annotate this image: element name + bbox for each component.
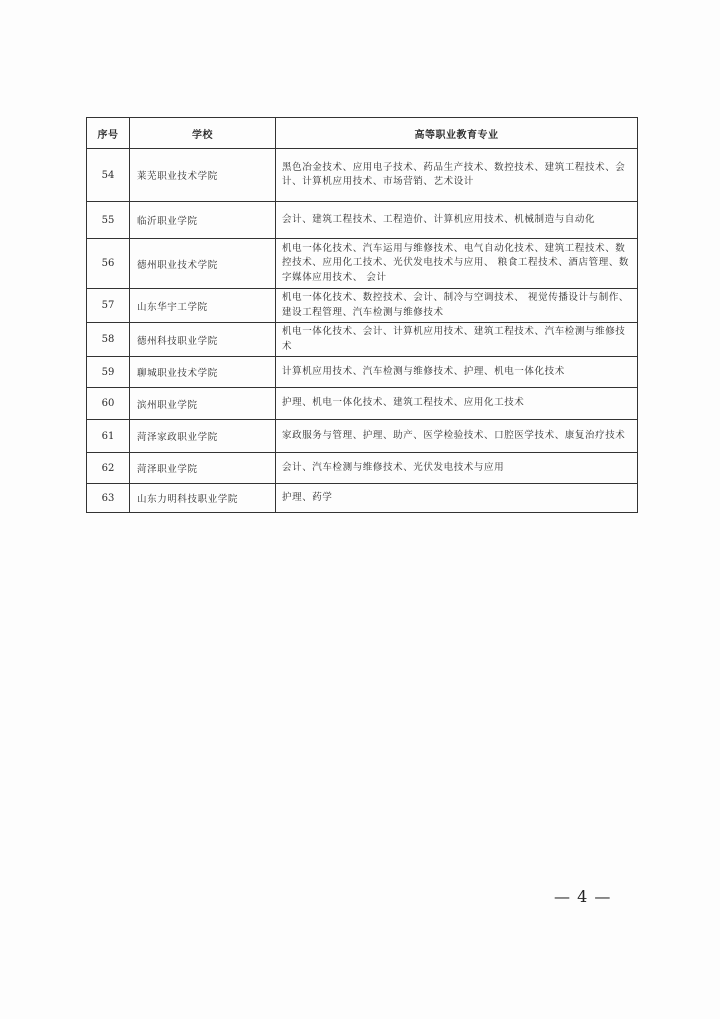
page-number: — 4 — bbox=[554, 887, 612, 906]
row-index: 61 bbox=[87, 420, 130, 453]
header-school: 学校 bbox=[130, 118, 276, 149]
row-school: 聊城职业技术学院 bbox=[130, 357, 276, 388]
row-majors: 护理、药学 bbox=[276, 484, 638, 513]
row-index: 58 bbox=[87, 323, 130, 357]
row-index: 63 bbox=[87, 484, 130, 513]
row-majors: 机电一体化技术、汽车运用与维修技术、电气自动化技术、建筑工程技术、数控技术、应用化工技术、光伏发电技术与应用、 粮食工程技术、酒店管理、数字媒体应用技术、 会计 bbox=[276, 239, 638, 289]
row-index: 56 bbox=[87, 239, 130, 289]
table-row bbox=[87, 388, 638, 420]
row-index: 60 bbox=[87, 388, 130, 420]
row-school: 山东华宇工学院 bbox=[130, 289, 276, 323]
row-index: 59 bbox=[87, 357, 130, 388]
row-majors: 机电一体化技术、会计、计算机应用技术、建筑工程技术、汽车检测与维修技术 bbox=[276, 323, 638, 357]
row-index: 55 bbox=[87, 202, 130, 239]
row-school: 菏泽家政职业学院 bbox=[130, 420, 276, 453]
table-header-row bbox=[87, 118, 638, 149]
row-school: 临沂职业学院 bbox=[130, 202, 276, 239]
row-school: 滨州职业学院 bbox=[130, 388, 276, 420]
table-row bbox=[87, 202, 638, 239]
header-majors: 高等职业教育专业 bbox=[276, 118, 638, 149]
row-majors: 家政服务与管理、护理、助产、医学检验技术、口腔医学技术、康复治疗技术 bbox=[276, 420, 638, 453]
table-row bbox=[87, 289, 638, 323]
row-school: 莱芜职业技术学院 bbox=[130, 149, 276, 202]
row-majors: 护理、机电一体化技术、建筑工程技术、应用化工技术 bbox=[276, 388, 638, 420]
table-row bbox=[87, 357, 638, 388]
header-index: 序号 bbox=[87, 118, 130, 149]
row-majors: 黑色冶金技术、应用电子技术、药品生产技术、数控技术、建筑工程技术、会计、计算机应用技术、市场营销、艺术设计 bbox=[276, 149, 638, 202]
row-index: 54 bbox=[87, 149, 130, 202]
table-row bbox=[87, 453, 638, 484]
majors-table bbox=[86, 117, 638, 513]
row-majors: 机电一体化技术、数控技术、会计、制冷与空调技术、 视觉传播设计与制作、建设工程管理、汽车检测与维修技术 bbox=[276, 289, 638, 323]
row-index: 62 bbox=[87, 453, 130, 484]
row-majors: 计算机应用技术、汽车检测与维修技术、护理、机电一体化技术 bbox=[276, 357, 638, 388]
row-school: 德州职业技术学院 bbox=[130, 239, 276, 289]
table-row bbox=[87, 149, 638, 202]
table-row bbox=[87, 420, 638, 453]
row-index: 57 bbox=[87, 289, 130, 323]
row-school: 菏泽职业学院 bbox=[130, 453, 276, 484]
table-row bbox=[87, 239, 638, 289]
table-row bbox=[87, 323, 638, 357]
row-school: 山东力明科技职业学院 bbox=[130, 484, 276, 513]
row-school: 德州科技职业学院 bbox=[130, 323, 276, 357]
row-majors: 会计、汽车检测与维修技术、光伏发电技术与应用 bbox=[276, 453, 638, 484]
table-row bbox=[87, 484, 638, 513]
row-majors: 会计、建筑工程技术、工程造价、计算机应用技术、机械制造与自动化 bbox=[276, 202, 638, 239]
